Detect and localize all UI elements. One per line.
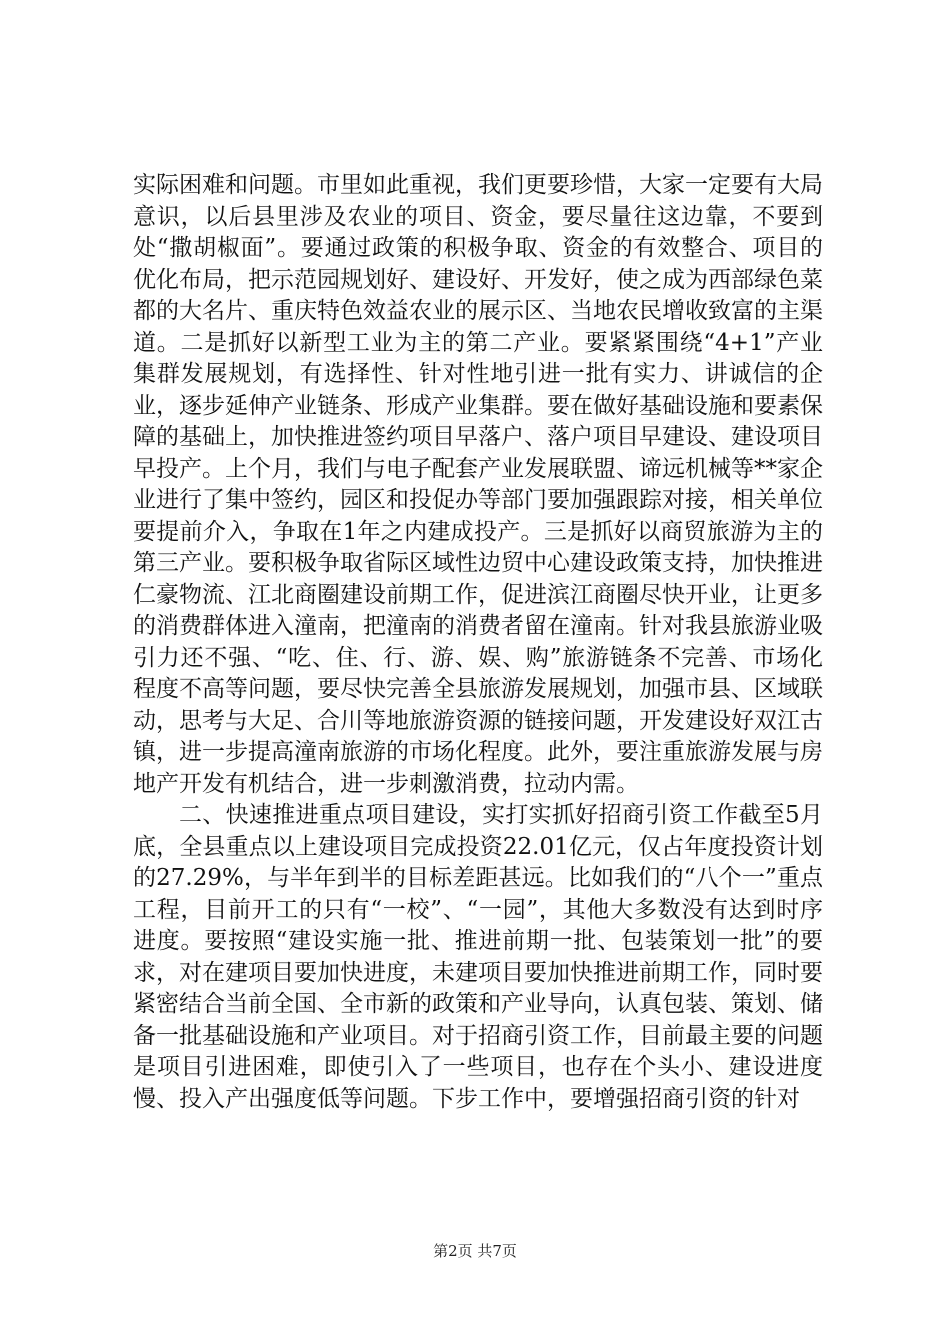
- document-body: [133, 170, 823, 1115]
- page-footer: 第2页 共7页: [433, 1242, 517, 1260]
- paragraph-continuation: 实际困难和问题。市里如此重视，我们更要珍惜，大家一定要有大局意识，以后县里涉及农业的项目、资金，要尽量往这边靠，不要到处“撒胡椒面”。要通过政策的积极争取、资金的有效整合、项目的优化布局，把示范园规划好、建设好、开发好，使之成为西部绿色菜都的大名片、重庆特色效益农业的展示区、当地农民增收致富的主渠道。二是抓好以新型工业为主的第二产业。要紧紧围绕“4+1”产业集群发展规划，有选择性、针对性地引进一批有实力、讲诚信的企业，逐步延伸产业链条、形成产业集群。要在做好基础设施和要素保障的基础上，加快推进签约项目早落户、落户项目早建设、建设项目早投产。上个月，我们与电子配套产业发展联盟、谛远机械等**家企业进行了集中签约，园区和投促办等部门要加强跟踪对接，相关单位要提前介入，争取在1年之内建成投产。三是抓好以商贸旅游为主的第三产业。要积极争取省际区域性边贸中心建设政策支持，加快推进仁豪物流、江北商圈建设前期工作，促进滨江商圈尽快开业，让更多的消费群体进入潼南，把潼南的消费者留在潼南。针对我县旅游业吸引力还不强、“吃、住、行、游、娱、购”旅游链条不完善、市场化程度不高等问题，要尽快完善全县旅游发展规划，加强市县、区域联动，思考与大足、合川等地旅游资源的链接问题，开发建设好双江古镇，进一步提高潼南旅游的市场化程度。此外，要注重旅游发展与房地产开发有机结合，进一步刺激消费，拉动内需。: [133, 172, 823, 797]
- paragraph-section-two: 二、快速推进重点项目建设，实打实抓好招商引资工作截至5月底，全县重点以上建设项目完成投资22.01亿元，仅占年度投资计划的27.29%，与半年到半的目标差距甚远。比如我们的“八个一”重点工程，目前开工的只有“一校”、“一园”，其他大多数没有达到时序进度。要按照“建设实施一批、推进前期一批、包装策划一批”的要求，对在建项目要加快进度，未建项目要加快推进前期工作，同时要紧密结合当前全国、全市新的政策和产业导向，认真包装、策划、储备一批基础设施和产业项目。对于招商引资工作，目前最主要的问题是项目引进困难，即使引入了一些项目，也存在个头小、建设进度慢、投入产出强度低等问题。下步工作中，要增强招商引资的针对: [133, 802, 823, 1112]
